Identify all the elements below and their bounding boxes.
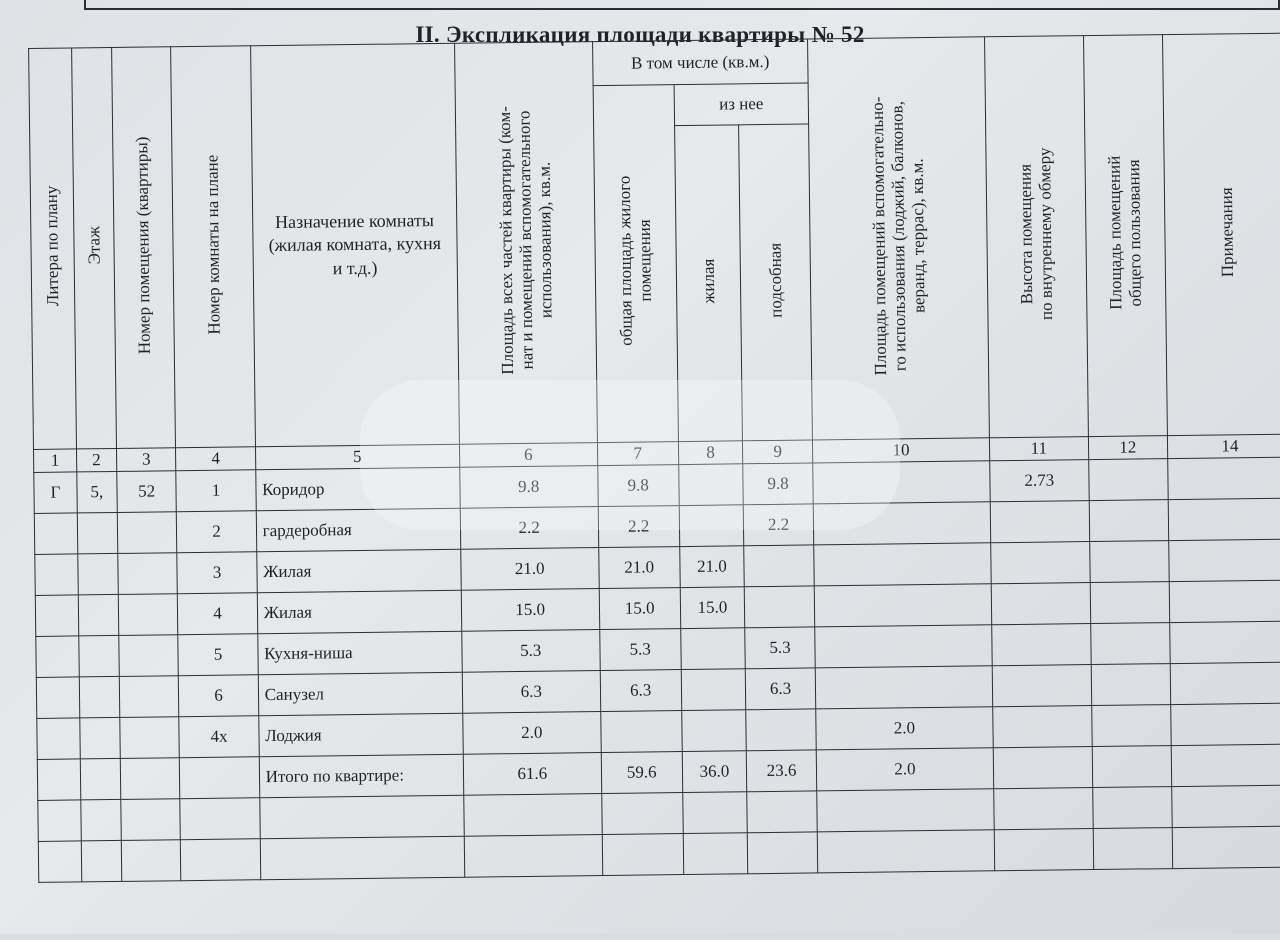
cell-room: 1 <box>176 470 256 512</box>
header-litera: Литера по плану <box>29 48 77 449</box>
cell-room: 4х <box>179 716 259 758</box>
column-number: 14 <box>1167 434 1280 459</box>
column-number: 1 <box>34 449 77 473</box>
cell-auxiliary-area: 5.3 <box>745 627 815 669</box>
cell-living-area <box>681 628 746 670</box>
cell-litera <box>36 636 79 678</box>
cell-common-area <box>1091 705 1171 747</box>
cell-gross-area: 9.8 <box>597 465 679 507</box>
cell-room-name: Жилая <box>257 590 462 633</box>
cell-living-area: 15.0 <box>680 587 745 629</box>
cell-apartment <box>117 512 177 554</box>
cell-total-area: 21.0 <box>461 548 599 591</box>
cell-apartment <box>119 676 179 718</box>
cell-loggia-area: 2.0 <box>816 707 993 750</box>
column-number: 11 <box>989 437 1088 461</box>
totals-label: Итого по квартире: <box>259 754 464 797</box>
cell-notes <box>1171 703 1280 746</box>
cell-apartment: 52 <box>117 471 177 513</box>
cell-auxiliary-area <box>746 709 816 751</box>
top-frame <box>84 0 1280 10</box>
cell-notes <box>1169 580 1280 623</box>
cell-empty <box>1092 746 1172 788</box>
cell-notes <box>1170 621 1280 664</box>
header-room-number: Номер комнаты на плане <box>171 46 255 448</box>
cell-room: 4 <box>178 593 258 635</box>
totals-total-area: 61.6 <box>463 753 601 796</box>
cell-height: 2.73 <box>990 460 1089 502</box>
cell-gross-area <box>600 711 682 753</box>
cell-floor <box>79 676 119 717</box>
cell-living-area: 21.0 <box>680 546 745 588</box>
cell-room-name: Санузел <box>258 672 463 715</box>
cell-notes <box>1168 498 1280 541</box>
cell-litera <box>35 595 78 637</box>
header-apartment-number: Номер помещения (квартиры) <box>111 47 176 449</box>
explication-sheet <box>28 25 1280 940</box>
cell-height <box>992 665 1091 707</box>
cell-floor <box>78 553 118 594</box>
cell-room-name: Кухня-ниша <box>257 631 462 674</box>
totals-auxiliary-area: 23.6 <box>746 750 816 792</box>
cell-total-area: 6.3 <box>462 671 600 714</box>
cell-auxiliary-area <box>744 586 814 628</box>
cell-auxiliary-area: 9.8 <box>743 463 813 505</box>
cell-floor <box>78 594 118 635</box>
cell-notes <box>1170 662 1280 705</box>
header-including-group: В том числе (кв.м.) <box>592 39 808 86</box>
cell-gross-area: 2.2 <box>598 506 680 548</box>
cell-room-name: гардеробная <box>256 508 461 551</box>
cell-notes <box>1168 457 1280 500</box>
cell-room: 5 <box>178 634 258 676</box>
cell-apartment <box>120 717 180 759</box>
cell-litera: Г <box>34 472 77 514</box>
document-title: II. Экспликация площади квартиры № 52 <box>415 22 865 47</box>
column-number: 4 <box>176 447 255 471</box>
column-number: 9 <box>743 440 813 464</box>
cell-gross-area: 6.3 <box>600 670 682 712</box>
header-total-area: Площадь всех частей квартиры (ком- нат и помещений вспомогательного использования), кв.м. <box>454 42 597 445</box>
cell-loggia-area <box>813 502 990 545</box>
cell-litera <box>35 554 78 596</box>
cell-floor: 5, <box>77 471 117 512</box>
cell-floor <box>79 635 119 676</box>
cell-floor <box>77 512 117 553</box>
cell-apartment <box>119 635 179 677</box>
cell-gross-area: 21.0 <box>598 547 680 589</box>
column-number: 12 <box>1088 436 1167 460</box>
cell-total-area: 15.0 <box>461 589 599 632</box>
header-gross-living-area: общая площадь жилого помещения <box>593 85 679 443</box>
cell-empty <box>37 759 80 801</box>
cell-gross-area: 15.0 <box>599 588 681 630</box>
cell-living-area <box>681 669 746 711</box>
cell-auxiliary-area <box>744 545 814 587</box>
cell-empty <box>120 758 180 800</box>
cell-notes <box>1169 539 1280 582</box>
header-common-area: Площадь помещений общего пользования <box>1083 35 1167 437</box>
cell-loggia-area <box>815 625 992 668</box>
cell-total-area: 5.3 <box>462 630 600 673</box>
header-height: Высота помещения по внутреннему обмеру <box>984 36 1088 438</box>
cell-height <box>991 542 1090 584</box>
column-number: 3 <box>116 448 176 472</box>
column-number: 5 <box>255 444 459 469</box>
column-number: 7 <box>597 442 678 466</box>
cell-apartment <box>118 553 178 595</box>
cell-total-area: 2.2 <box>460 507 598 550</box>
cell-height <box>993 706 1092 748</box>
cell-loggia-area <box>815 666 992 709</box>
cell-total-area: 2.0 <box>463 712 601 755</box>
column-number: 2 <box>76 448 116 471</box>
cell-room: 6 <box>179 675 259 717</box>
column-number: 10 <box>812 438 989 463</box>
cell-common-area <box>1089 541 1169 583</box>
cell-common-area <box>1088 459 1168 501</box>
cell-height <box>990 501 1089 543</box>
totals-gross-area: 59.6 <box>601 752 683 794</box>
cell-empty <box>180 757 260 799</box>
header-notes: Примечания <box>1162 33 1280 435</box>
column-number: 8 <box>678 441 743 465</box>
header-floor: Этаж <box>71 47 116 448</box>
cell-litera <box>34 513 77 555</box>
cell-litera <box>37 718 80 760</box>
header-row-1 <box>29 33 1280 92</box>
cell-empty <box>993 747 1092 789</box>
cell-loggia-area <box>813 461 990 504</box>
cell-empty <box>80 758 120 799</box>
cell-common-area <box>1090 623 1170 665</box>
cell-loggia-area <box>814 543 991 586</box>
cell-floor <box>80 717 120 758</box>
column-number: 6 <box>459 443 597 468</box>
cell-room-name: Лоджия <box>258 713 463 756</box>
explication-table <box>28 33 1280 883</box>
header-of-which-group: из нее <box>674 83 809 126</box>
header-room-purpose: Назначение комнаты (жилая комната, кухня и т.д.) <box>250 43 459 446</box>
cell-room-name: Жилая <box>256 549 461 592</box>
cell-living-area <box>679 505 744 547</box>
cell-living-area <box>682 710 747 752</box>
cell-common-area <box>1091 664 1171 706</box>
totals-loggia-area: 2.0 <box>816 748 993 791</box>
cell-auxiliary-area: 6.3 <box>745 668 815 710</box>
cell-gross-area: 5.3 <box>599 629 681 671</box>
totals-living-area: 36.0 <box>682 751 747 793</box>
cell-room: 2 <box>177 511 257 553</box>
cell-loggia-area <box>814 584 991 627</box>
cell-total-area: 9.8 <box>460 466 598 509</box>
cell-height <box>992 624 1091 666</box>
cell-room-name: Коридор <box>255 467 460 510</box>
cell-common-area <box>1090 582 1170 624</box>
cell-empty <box>1171 744 1280 787</box>
cell-room: 3 <box>177 552 257 594</box>
cell-apartment <box>118 594 178 636</box>
cell-common-area <box>1089 500 1169 542</box>
cell-height <box>991 583 1090 625</box>
header-auxiliary-area: Площадь помещений вспомогательно- го использования (лоджий, балконов, веранд, террас), кв.м. <box>808 37 990 440</box>
cell-living-area <box>679 464 744 506</box>
header-living: жилая <box>674 125 742 442</box>
cell-auxiliary-area: 2.2 <box>743 504 813 546</box>
cell-litera <box>36 677 79 719</box>
header-auxiliary: подсобная <box>739 124 813 441</box>
